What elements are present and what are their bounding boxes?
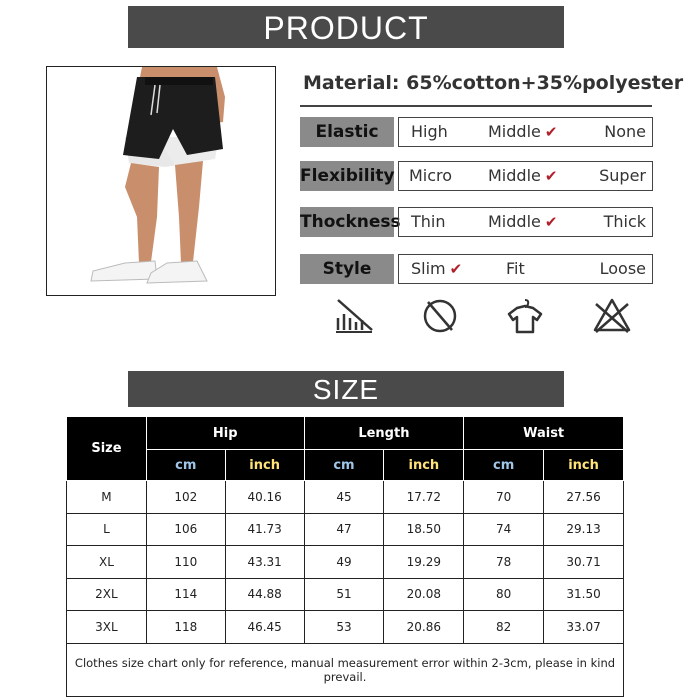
waist-inch-cell: 27.56 bbox=[544, 481, 624, 514]
attr-label-thockness: Thockness bbox=[300, 207, 394, 237]
attr-label-style: Style bbox=[300, 254, 394, 284]
material-text: Material: 65%cotton+35%polyester bbox=[303, 72, 684, 94]
waist-inch-cell: 31.50 bbox=[544, 578, 624, 611]
option-super: Super bbox=[599, 166, 646, 185]
hang-dry-icon bbox=[505, 296, 545, 336]
unit-inch: inch bbox=[544, 450, 624, 481]
hip-cm-cell: 110 bbox=[146, 546, 225, 579]
waist-cm-cell: 78 bbox=[464, 546, 544, 579]
option-loose: Loose bbox=[599, 259, 646, 278]
attr-label-elastic: Elastic bbox=[300, 117, 394, 147]
size-cell: M bbox=[67, 481, 147, 514]
waist-inch-cell: 30.71 bbox=[544, 546, 624, 579]
hip-cm-cell: 118 bbox=[146, 611, 225, 644]
attr-options-flexibility bbox=[398, 161, 653, 191]
unit-inch: inch bbox=[384, 450, 464, 481]
waist-cm-cell: 70 bbox=[464, 481, 544, 514]
unit-cm: cm bbox=[464, 450, 544, 481]
size-cell: L bbox=[67, 513, 147, 546]
product-banner: PRODUCT bbox=[128, 6, 564, 48]
option-middle-selected: Middle ✔ bbox=[488, 212, 558, 231]
hip-cm-cell: 102 bbox=[146, 481, 225, 514]
table-row bbox=[67, 578, 624, 611]
unit-cm: cm bbox=[304, 450, 384, 481]
option-middle-selected: Middle ✔ bbox=[488, 122, 558, 141]
option-fit: Fit bbox=[506, 259, 525, 278]
table-note-row bbox=[67, 643, 624, 696]
hip-header: Hip bbox=[146, 417, 304, 450]
table-row bbox=[67, 481, 624, 514]
option-micro: Micro bbox=[409, 166, 453, 185]
length-cm-cell: 45 bbox=[304, 481, 384, 514]
hip-cm-cell: 114 bbox=[146, 578, 225, 611]
hip-inch-cell: 40.16 bbox=[225, 481, 304, 514]
size-chart-table bbox=[66, 416, 624, 697]
option-thin: Thin bbox=[411, 212, 446, 231]
product-photo bbox=[46, 66, 276, 296]
hip-inch-cell: 46.45 bbox=[225, 611, 304, 644]
attr-options-thockness bbox=[398, 207, 653, 237]
size-header: Size bbox=[67, 417, 147, 481]
table-row bbox=[67, 513, 624, 546]
size-chart-note: Clothes size chart only for reference, manual measurement error within 2-3cm, please in kind prevail. bbox=[67, 643, 624, 696]
unit-inch: inch bbox=[225, 450, 304, 481]
attr-label-flexibility: Flexibility bbox=[300, 161, 394, 191]
size-cell: XL bbox=[67, 546, 147, 579]
check-icon: ✔ bbox=[544, 213, 558, 231]
check-icon: ✔ bbox=[544, 123, 558, 141]
no-ironing-icon bbox=[334, 296, 374, 336]
option-slim-selected: Slim ✔ bbox=[411, 259, 463, 278]
waist-header: Waist bbox=[464, 417, 624, 450]
option-high: High bbox=[411, 122, 448, 141]
waist-cm-cell: 74 bbox=[464, 513, 544, 546]
no-bleach-icon bbox=[420, 296, 460, 336]
hip-inch-cell: 43.31 bbox=[225, 546, 304, 579]
attr-options-style bbox=[398, 254, 653, 284]
size-cell: 2XL bbox=[67, 578, 147, 611]
waist-cm-cell: 82 bbox=[464, 611, 544, 644]
length-cm-cell: 47 bbox=[304, 513, 384, 546]
length-inch-cell: 19.29 bbox=[384, 546, 464, 579]
no-bleach-triangle-icon bbox=[592, 296, 632, 336]
hip-cm-cell: 106 bbox=[146, 513, 225, 546]
length-cm-cell: 51 bbox=[304, 578, 384, 611]
length-cm-cell: 53 bbox=[304, 611, 384, 644]
waist-cm-cell: 80 bbox=[464, 578, 544, 611]
option-thick: Thick bbox=[603, 212, 646, 231]
length-cm-cell: 49 bbox=[304, 546, 384, 579]
length-header: Length bbox=[304, 417, 464, 450]
table-row bbox=[67, 611, 624, 644]
table-row bbox=[67, 546, 624, 579]
size-banner: SIZE bbox=[128, 371, 564, 407]
option-none: None bbox=[604, 122, 646, 141]
length-inch-cell: 20.86 bbox=[384, 611, 464, 644]
hip-inch-cell: 44.88 bbox=[225, 578, 304, 611]
attr-options-elastic bbox=[398, 117, 653, 147]
waist-inch-cell: 29.13 bbox=[544, 513, 624, 546]
length-inch-cell: 18.50 bbox=[384, 513, 464, 546]
unit-cm: cm bbox=[146, 450, 225, 481]
waist-inch-cell: 33.07 bbox=[544, 611, 624, 644]
check-icon: ✔ bbox=[449, 260, 463, 278]
option-middle-selected: Middle ✔ bbox=[488, 166, 558, 185]
check-icon: ✔ bbox=[544, 167, 558, 185]
length-inch-cell: 20.08 bbox=[384, 578, 464, 611]
hip-inch-cell: 41.73 bbox=[225, 513, 304, 546]
size-cell: 3XL bbox=[67, 611, 147, 644]
length-inch-cell: 17.72 bbox=[384, 481, 464, 514]
material-divider bbox=[300, 105, 652, 107]
shorts-model-image bbox=[47, 67, 275, 295]
